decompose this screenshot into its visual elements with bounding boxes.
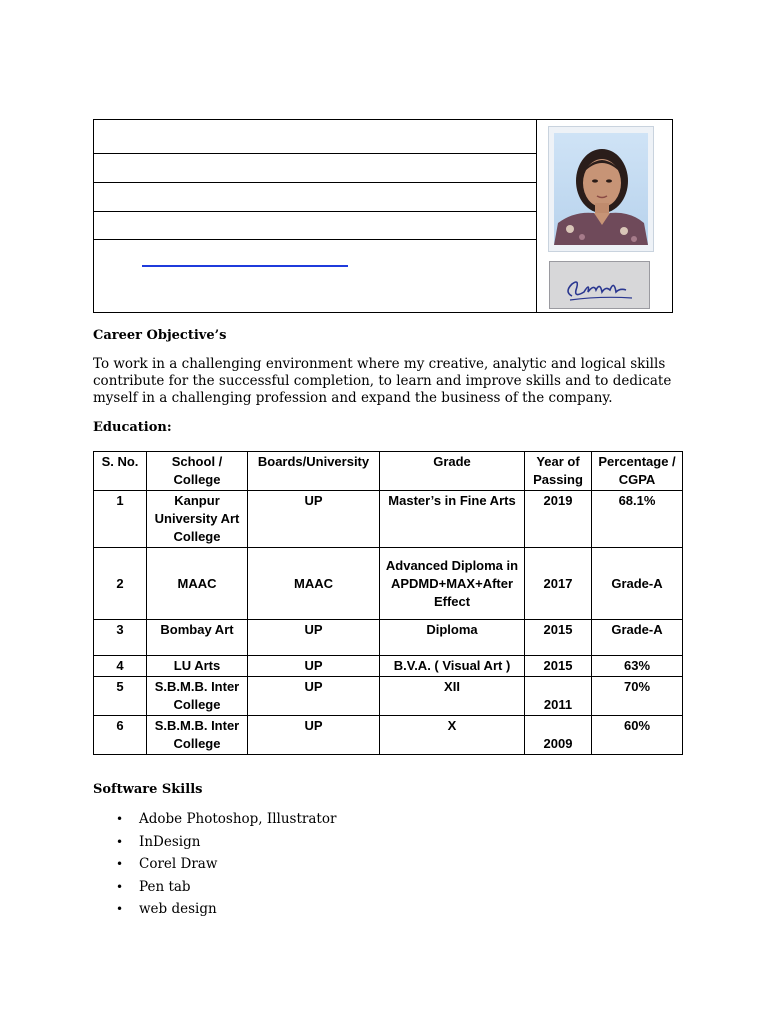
table-cell: UP [248, 716, 380, 755]
list-item: • web design [116, 899, 336, 922]
table-row [94, 620, 683, 656]
table-cell: Bombay Art [147, 620, 248, 656]
list-item: • Pen tab [116, 877, 336, 900]
table-cell: X [380, 716, 525, 755]
table-cell: 1 [94, 491, 147, 548]
header-cell: Year of Passing [525, 452, 592, 491]
table-row [94, 716, 683, 755]
header-cell: S. No. [94, 452, 147, 491]
table-cell: UP [248, 656, 380, 677]
table-cell: 68.1% [592, 491, 683, 548]
table-cell: UP [248, 677, 380, 716]
table-row [94, 548, 683, 620]
table-row [94, 677, 683, 716]
table-cell: Grade-A [592, 620, 683, 656]
table-cell: 2015 [525, 620, 592, 656]
table-cell: 2 [94, 548, 147, 620]
header-cell: School / College [147, 452, 248, 491]
table-cell: S.B.M.B. Inter College [147, 716, 248, 755]
table-cell: MAAC [248, 548, 380, 620]
list-item: • InDesign [116, 832, 336, 855]
table-cell: 2019 [525, 491, 592, 548]
software-skills-heading: Software Skills [93, 782, 203, 797]
table-cell: 4 [94, 656, 147, 677]
table-cell: Master’s in Fine Arts [380, 491, 525, 548]
list-item: • Adobe Photoshop, Illustrator [116, 809, 336, 832]
info-field-row [94, 182, 537, 212]
table-cell: MAAC [147, 548, 248, 620]
table-cell: 60% [592, 716, 683, 755]
table-cell: Advanced Diploma in APDMD+MAX+After Effect [380, 548, 525, 620]
table-cell: UP [248, 491, 380, 548]
education-table [93, 451, 683, 755]
career-objective-heading: Career Objective’s [93, 328, 227, 343]
table-cell: Diploma [380, 620, 525, 656]
signature-icon [550, 262, 649, 308]
education-heading: Education: [93, 420, 172, 435]
table-cell: 3 [94, 620, 147, 656]
career-objective-text: To work in a challenging environment where my creative, analytic and logical skills contribute for the successful completion, to learn and improve skills and to dedicate myself in a challenging profession and expand the business of the company. [93, 356, 672, 406]
header-cell: Boards/University [248, 452, 380, 491]
list-item: • Corel Draw [116, 854, 336, 877]
table-cell: Grade-A [592, 548, 683, 620]
table-cell: 2011 [525, 677, 592, 716]
table-cell: 2009 [525, 716, 592, 755]
table-cell: LU Arts [147, 656, 248, 677]
table-cell: 6 [94, 716, 147, 755]
person-portrait-icon [554, 133, 648, 245]
column-divider [536, 120, 537, 312]
name-field-row [94, 120, 537, 154]
profile-photo [548, 126, 654, 252]
table-cell: 2017 [525, 548, 592, 620]
table-cell: Kanpur University Art College [147, 491, 248, 548]
table-cell: XII [380, 677, 525, 716]
header-cell: Grade [380, 452, 525, 491]
table-cell: 2015 [525, 656, 592, 677]
table-cell: 5 [94, 677, 147, 716]
table-row [94, 491, 683, 548]
table-cell: 70% [592, 677, 683, 716]
signature-image [549, 261, 650, 309]
table-cell: UP [248, 620, 380, 656]
table-row [94, 656, 683, 677]
header-cell: Percentage / CGPA [592, 452, 683, 491]
software-skills-list [116, 809, 336, 922]
info-field-row [94, 211, 537, 240]
table-cell: S.B.M.B. Inter College [147, 677, 248, 716]
info-field-row [94, 153, 537, 183]
table-cell: B.V.A. ( Visual Art ) [380, 656, 525, 677]
table-cell: 63% [592, 656, 683, 677]
email-link[interactable] [142, 265, 348, 267]
table-header-row [94, 452, 683, 491]
